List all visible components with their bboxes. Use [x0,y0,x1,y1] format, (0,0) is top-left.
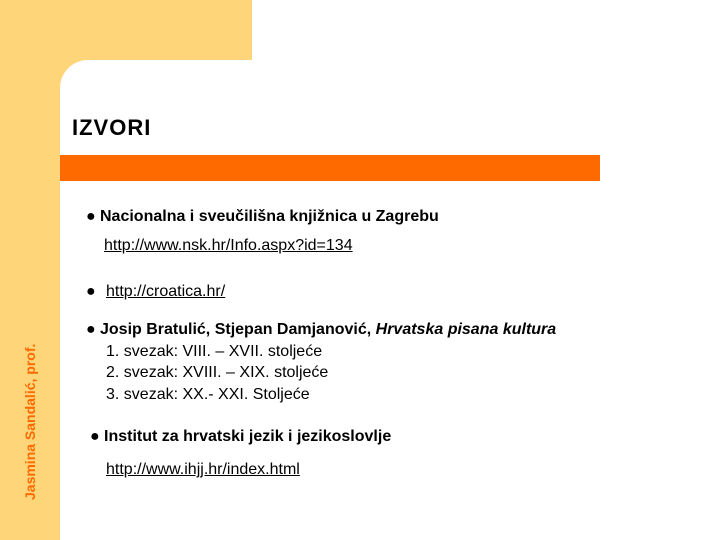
source-ihjj-name: Institut za hrvatski jezik i jezikoslovlje [104,428,392,445]
source-book [86,321,556,339]
source-croatica-link[interactable]: http://croatica.hr/ [106,283,226,300]
title-underline-bar [60,155,600,181]
slide-title: IZVORI [72,115,152,140]
book-volume-3: 3. svezak: XX.- XXI. Stoljeće [106,386,310,403]
source-nsk [86,208,439,226]
bullet-icon: ● [86,321,96,338]
book-volume-1: 1. svezak: VIII. – XVII. stoljeće [106,343,323,360]
source-ihjj-link[interactable]: http://www.ihjj.hr/index.html [106,461,300,478]
author-credit: Jasmina Sandalić, prof. [22,343,38,500]
book-authors: Josip Bratulić, Stjepan Damjanović, [100,321,372,338]
source-ihjj [90,428,391,446]
book-title: Hrvatska pisana kultura [375,321,557,338]
source-croatica [86,283,225,301]
source-nsk-link[interactable]: http://www.nsk.hr/Info.aspx?id=134 [104,237,353,254]
bullet-icon: ● [86,208,96,225]
book-volume-2: 2. svezak: XVIII. – XIX. stoljeće [106,364,329,381]
bullet-icon: ● [86,283,96,300]
bullet-icon: ● [90,428,100,445]
source-nsk-name: Nacionalna i sveučilišna knjižnica u Zagrebu [100,208,439,225]
